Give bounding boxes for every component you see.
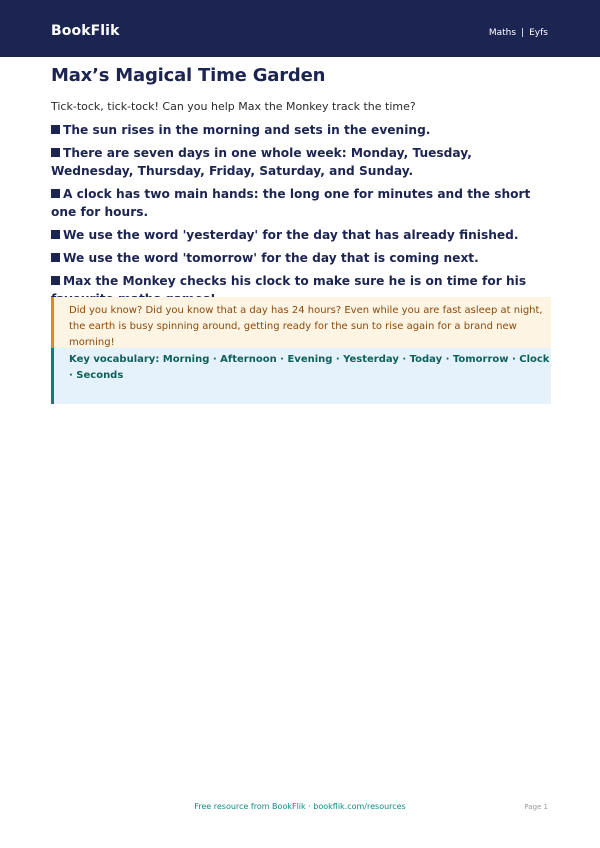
page-number: Page 1 bbox=[524, 803, 548, 811]
key-vocabulary-box bbox=[51, 348, 551, 404]
intro-text: Tick-tock, tick-tock! Can you help Max the Monkey track the time? bbox=[51, 100, 416, 113]
list-item-text: The sun rises in the morning and sets in the evening. bbox=[63, 123, 431, 137]
list-item bbox=[51, 226, 551, 244]
page-title: Max’s Magical Time Garden bbox=[51, 65, 326, 86]
square-bullet-icon bbox=[51, 276, 60, 285]
top-header-bar bbox=[0, 0, 600, 57]
list-item-text: We use the word 'tomorrow' for the day that is coming next. bbox=[63, 251, 479, 265]
square-bullet-icon bbox=[51, 253, 60, 262]
list-item bbox=[51, 185, 551, 221]
list-item bbox=[51, 144, 551, 180]
list-item bbox=[51, 121, 551, 139]
key-points-list bbox=[51, 121, 551, 313]
list-item-text: We use the word 'yesterday' for the day that has already finished. bbox=[63, 228, 519, 242]
footer-resource-link[interactable]: Free resource from BookFlik · bookflik.com/resources bbox=[194, 802, 406, 811]
list-item bbox=[51, 249, 551, 267]
list-item-text: A clock has two main hands: the long one for minutes and the short one for hours. bbox=[51, 187, 531, 219]
breadcrumb-subject[interactable]: Maths bbox=[488, 28, 517, 38]
breadcrumb-level[interactable]: Eyfs bbox=[529, 28, 548, 38]
list-item-text: Max the Monkey checks his clock to make sure he is on time for his bbox=[63, 274, 527, 288]
square-bullet-icon bbox=[51, 125, 60, 134]
brand-logo-text[interactable]: BookFlik bbox=[51, 23, 120, 39]
vocabulary-text: Key vocabulary: Morning · Afternoon · Evening · Yesterday · Today · Tomorrow · Clock · Seconds bbox=[69, 354, 550, 381]
square-bullet-icon bbox=[51, 189, 60, 198]
callout-text: Did you know? Did you know that a day has 24 hours? Even while you are fast asleep at night, the earth is busy spinning around, getting ready for the sun to rise again for a brand new morning! bbox=[69, 305, 543, 348]
square-bullet-icon bbox=[51, 230, 60, 239]
list-item-text: There are seven days in one whole week: Monday, Tuesday, Wednesday, Thursday, Friday, Saturday, and Sunday. bbox=[51, 146, 472, 178]
breadcrumb bbox=[489, 28, 548, 38]
square-bullet-icon bbox=[51, 148, 60, 157]
breadcrumb-separator: | bbox=[521, 28, 525, 38]
